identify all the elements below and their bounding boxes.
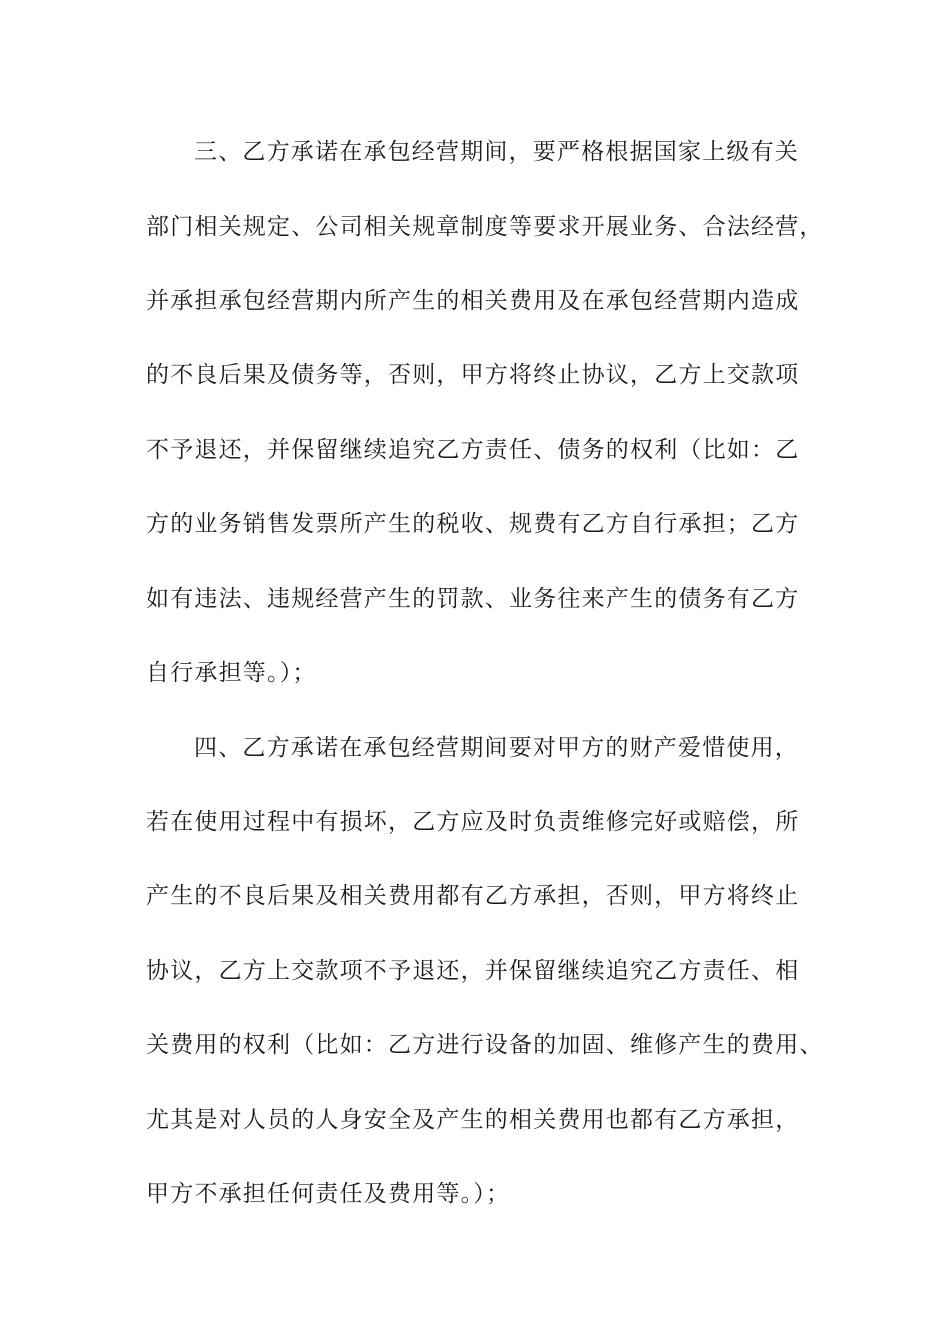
paragraph-3-line-8: 自行承担等。）； bbox=[146, 660, 317, 686]
paragraph-3-line-6: 方的业务销售发票所产生的税收、规费有乙方自行承担；乙方 bbox=[146, 511, 800, 537]
paragraph-3-line-5: 不予退还，并保留继续追究乙方责任、债务的权利（比如：乙 bbox=[146, 437, 800, 463]
paragraph-3-line-2: 部门相关规定、公司相关规章制度等要求开展业务、合法经营， bbox=[146, 214, 824, 240]
paragraph-4-line-4: 协议，乙方上交款项不予退还，并保留继续追究乙方责任、相 bbox=[146, 958, 800, 984]
paragraph-4-line-5: 关费用的权利（比如：乙方进行设备的加固、维修产生的费用、 bbox=[146, 1032, 824, 1058]
paragraph-3-line-4: 的不良后果及债务等，否则，甲方将终止协议，乙方上交款项 bbox=[146, 362, 800, 388]
paragraph-3-line-7: 如有违法、违规经营产生的罚款、业务往来产生的债务有乙方 bbox=[146, 586, 800, 612]
paragraph-4-line-1: 四、乙方承诺在承包经营期间要对甲方的财产爱惜使用， bbox=[194, 735, 799, 761]
paragraph-4-line-2: 若在使用过程中有损坏，乙方应及时负责维修完好或赔偿，所 bbox=[146, 809, 800, 835]
paragraph-3-line-3: 并承担承包经营期内所产生的相关费用及在承包经营期内造成 bbox=[146, 288, 800, 314]
paragraph-4-line-6: 尤其是对人员的人身安全及产生的相关费用也都有乙方承担， bbox=[146, 1107, 800, 1133]
paragraph-3-line-1: 三、乙方承诺在承包经营期间，要严格根据国家上级有关 bbox=[194, 139, 799, 165]
paragraph-4-line-7: 甲方不承担任何责任及费用等。）； bbox=[146, 1181, 511, 1207]
paragraph-4-line-3: 产生的不良后果及相关费用都有乙方承担，否则，甲方将终止 bbox=[146, 883, 800, 909]
